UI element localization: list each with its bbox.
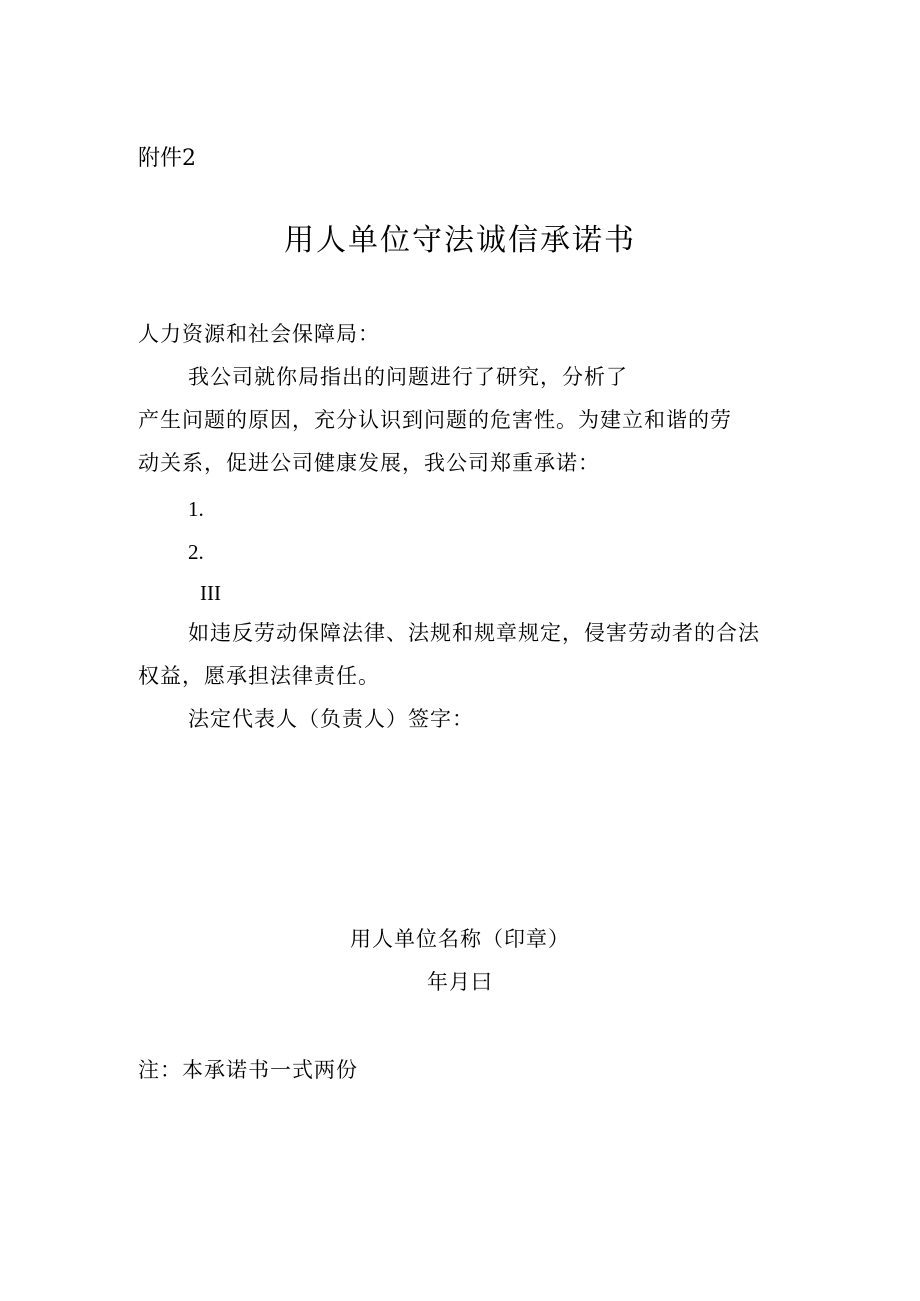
body-line-3: 动关系，促进公司健康发展，我公司郑重承诺： [138, 451, 600, 475]
signature-label: 法定代表人（负责人）签字： [188, 707, 474, 731]
commitment-item-3: III [200, 581, 221, 605]
attachment-label: 附件2 [138, 146, 196, 171]
date-label: 年月曰 [427, 970, 493, 994]
body-line-2: 产生问题的原因，充分认识到问题的危害性。为建立和谐的劳 [138, 408, 732, 432]
violation-line-1: 如违反劳动保障法律、法规和规章规定，侵害劳动者的合法 [188, 621, 760, 645]
violation-line-2: 权益，愿承担法律责任。 [138, 664, 380, 688]
recipient-line: 人力资源和社会保障局： [138, 322, 380, 346]
commitment-item-1: 1. [188, 497, 204, 521]
body-line-1: 我公司就你局指出的问题进行了研究，分析了 [188, 365, 628, 389]
unit-name-label: 用人单位名称（印章） [350, 927, 570, 951]
document-title: 用人单位守法诚信承诺书 [284, 223, 636, 258]
commitment-item-2: 2. [188, 540, 204, 564]
footnote: 注：本承诺书一式两份 [138, 1058, 358, 1082]
